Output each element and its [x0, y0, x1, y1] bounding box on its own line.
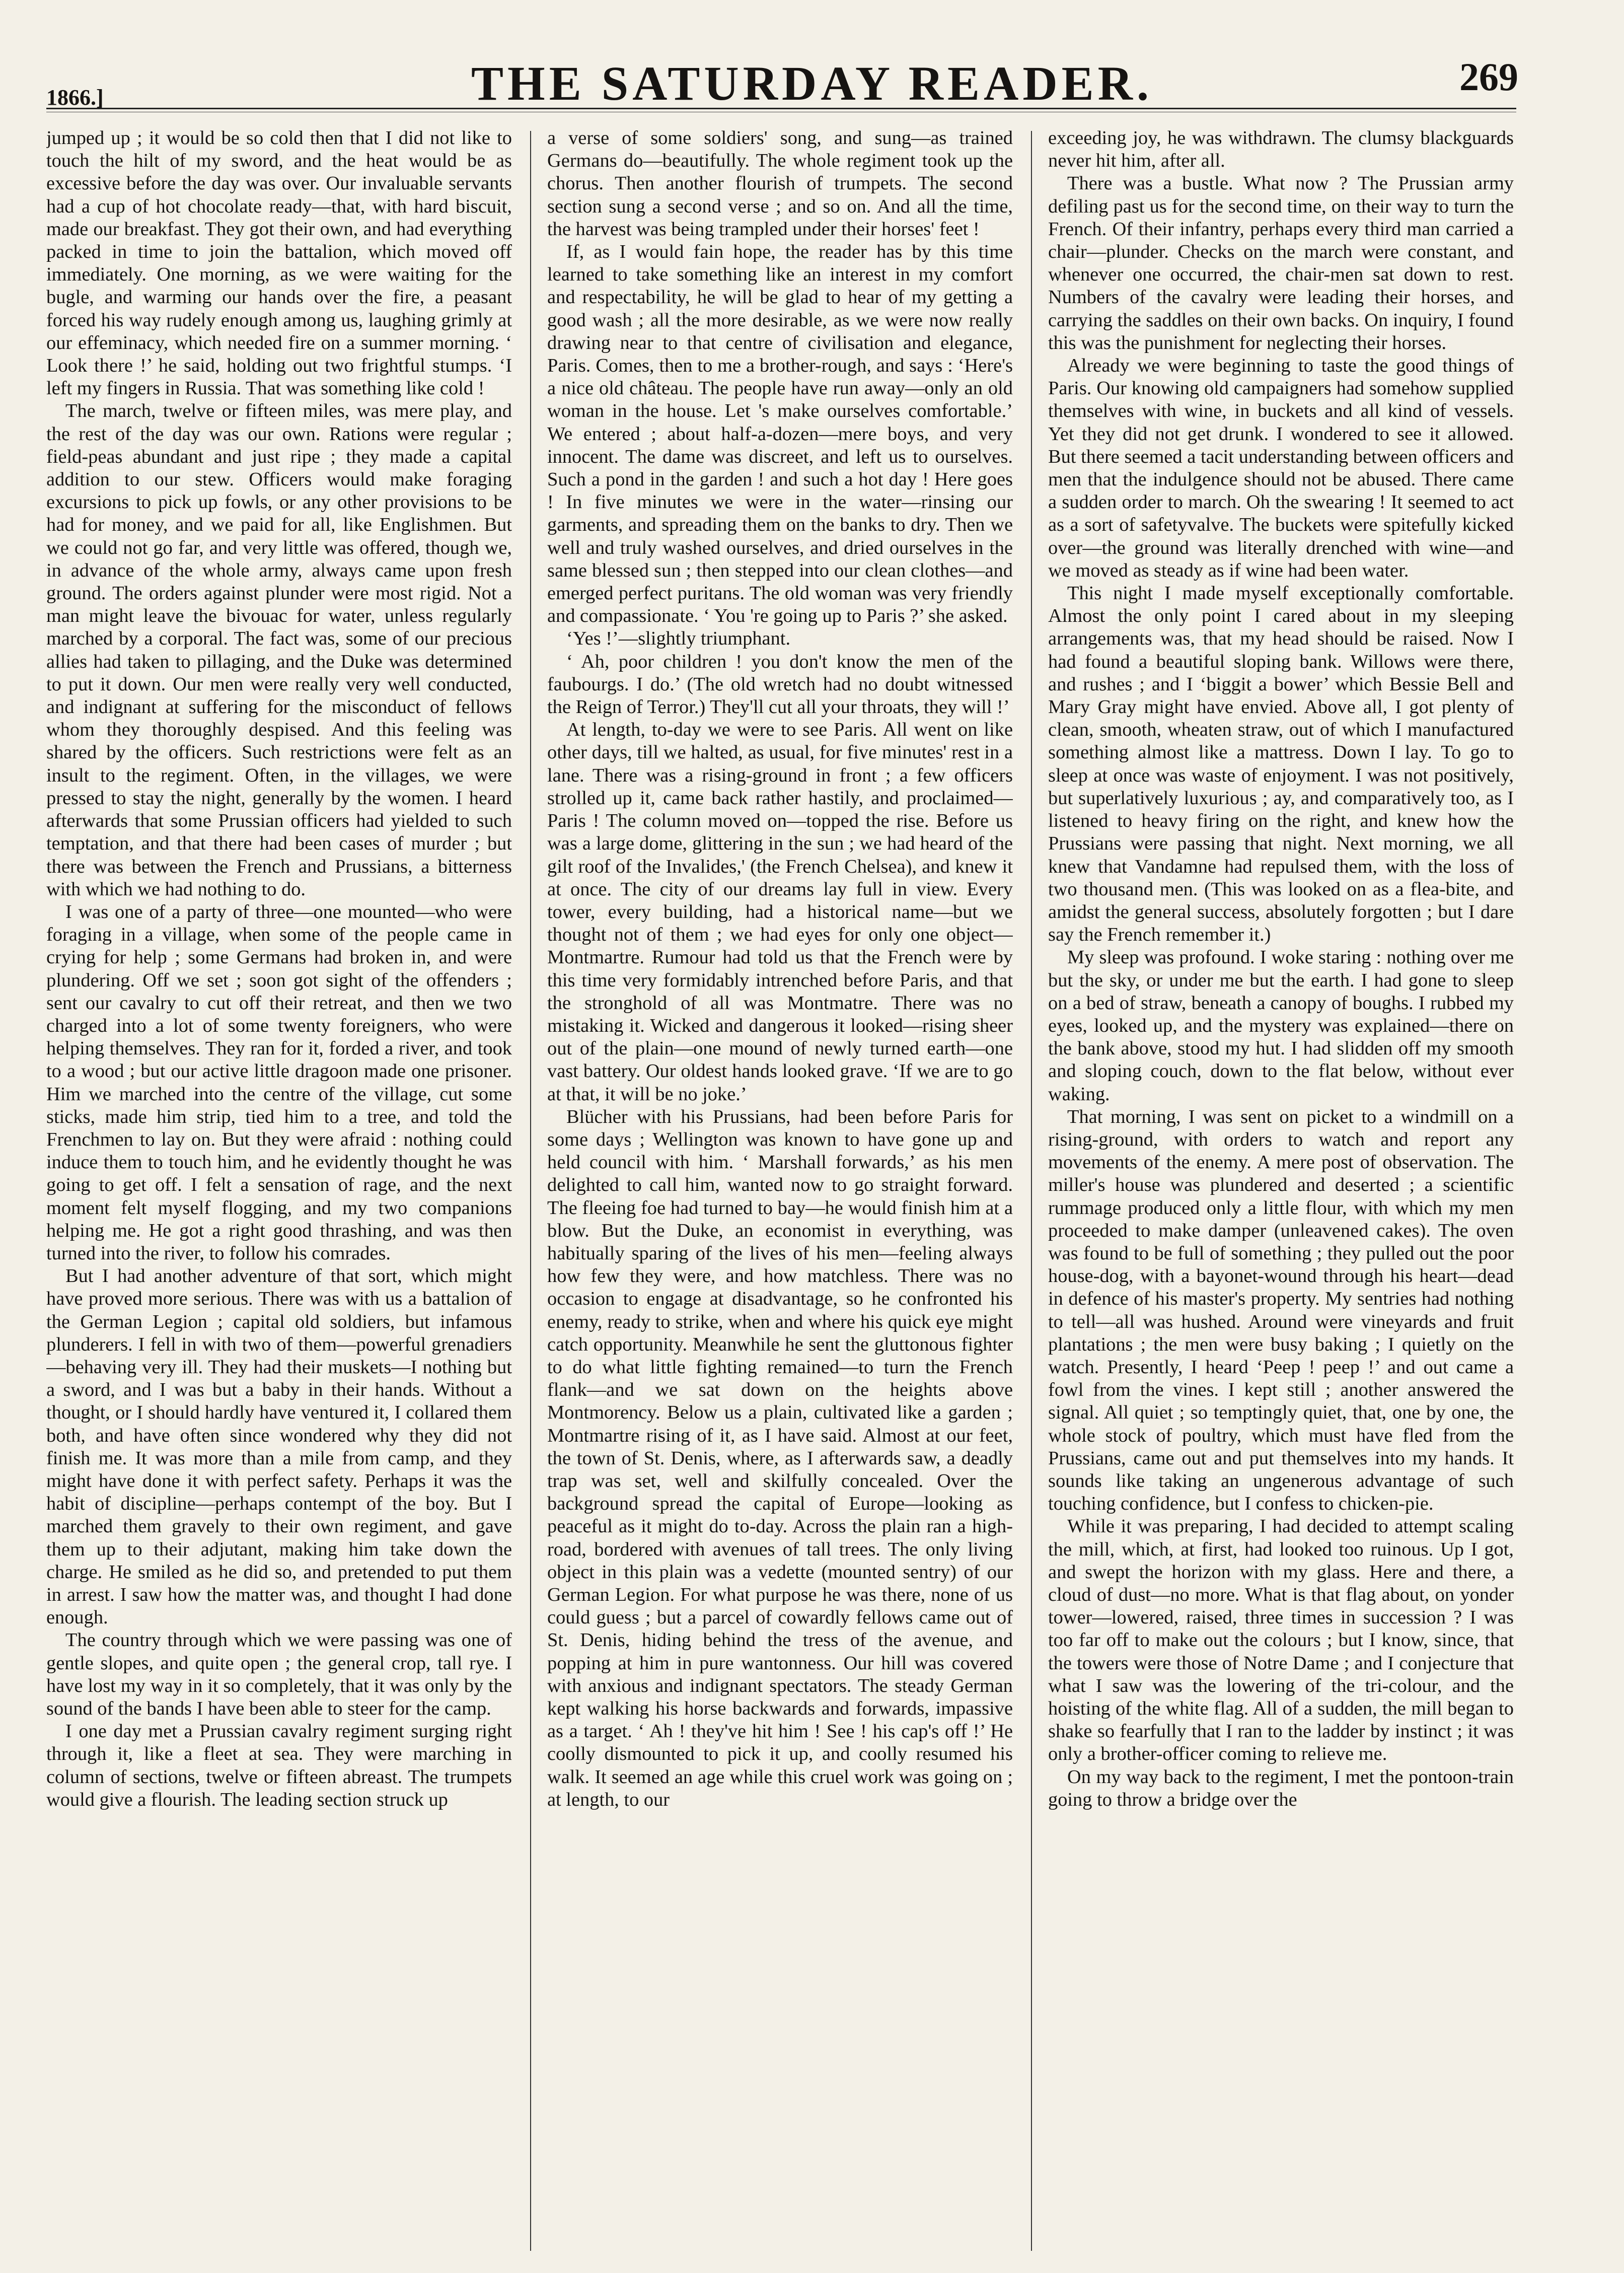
paragraph: There was a bustle. What now ? The Prussian army defiling past us for the second time, on their way to turn the French. Of their infantry, perhaps every third man carried a chair—plunder. Checks on the march were constant, and whenever one occurred, the chair-men sat down to rest. Numbers of the cavalry were leading their horses, and carrying the saddles on their own backs. On inquiry, I found this was the punishment for neglecting their horses. — [1048, 173, 1514, 353]
paragraph: But I had another adventure of that sort, which might have proved more serious. There was with us a battalion of the German Legion ; capital old soldiers, but infamous plunderers. I fell in with two of them—powerful grenadiers—behaving very ill. They had their muskets—I nothing but a sword, and I was but a baby in their hands. Without a thought, or I should hardly have ventured it, I collared them both, and have often since wondered why they did not finish me. It was more than a mile from camp, and they might have done it with perfect safety. Perhaps it was the habit of discipline—perhaps contempt of the boy. But I marched them gravely to their own regiment, and gave them up to their adjutant, making him take down the charge. He smiled as he did so, and pretended to put them in arrest. I saw how the matter was, and thought I had done enough. — [46, 1265, 512, 1628]
paragraph: Already we were beginning to taste the good things of Paris. Our knowing old campaigners had somehow supplied themselves with wine, in buckets and all kind of vessels. Yet they did not get drunk. I wondered to see it allowed. But there seemed a tacit understanding between officers and men that the indulgence should not be abused. There came a sudden order to march. Oh the swearing ! It seemed to act as a sort of safetyvalve. The buckets were spitefully kicked over—the ground was literally drenched with wine—and we moved as steady as if wine had been water. — [1048, 355, 1514, 581]
paragraph: This night I made myself exceptionally comfortable. Almost the only point I cared about in my sleeping arrangements was, that my head should be raised. Now I had found a beautiful sloping bank. Willows were there, and rushes ; and I ‘biggit a bower’ which Bessie Bell and Mary Gray might have envied. Above all, I got plenty of clean, smooth, wheaten straw, out of which I manufactured something almost like a mattress. Down I lay. To go to sleep at once was waste of enjoyment. I was not positively, but superlatively luxurious ; ay, and comparatively too, as I listened to heavy firing on the right, and knew how the Prussians were passing that night. Next morning, we all knew that Vandamne had repulsed them, with the loss of two thousand men. (This was looked on as a flea-bite, and amidst the general success, absolutely forgotten ; but I dare say the French remember it.) — [1048, 583, 1514, 946]
column-divider — [1031, 131, 1032, 2251]
column-divider — [530, 131, 531, 2251]
paragraph: While it was preparing, I had decided to attempt scaling the mill, which, at first, had looked too ruinous. Up I got, and swept the horizon with my glass. Here and there, a cloud of dust—no more. What is that flag about, on yonder tower—lowered, raised, three times in succession ? I was too far off to make out the colours ; but I know, since, that the towers were those of Notre Dame ; and I conjecture that what I saw was the lowering of the tri-colour, and the hoisting of the white flag. All of a sudden, the mill began to shake so fearfully that I ran to the ladder by instinct ; it was only a brother-officer coming to relieve me. — [1048, 1516, 1514, 1765]
paragraph: On my way back to the regiment, I met the pontoon-train going to throw a bridge over the — [1048, 1766, 1514, 1810]
issue-date: 1866.] — [46, 85, 104, 110]
publication-title: THE SATURDAY READER. — [471, 56, 1153, 110]
column-1 — [46, 127, 512, 2252]
paragraph: I was one of a party of three—one mounted—who were foraging in a village, when some of the people came in crying for help ; some Germans had broken in, and were plundering. Off we set ; soon got sight of the offenders ; sent our cavalry to cut off their retreat, and then we two charged into a lot of some twenty foreigners, who were helping themselves. They ran for it, forded a river, and took to a wood ; but our active little dragoon made one prisoner. Him we marched into the centre of the village, cut some sticks, made him strip, tied him to a tree, and told the Frenchmen to lay on. But they were afraid : nothing could induce them to touch him, and he evidently thought he was going to get off. I felt a sensation of rage, and the next moment felt myself flogging, and my two companions helping me. He got a right good thrashing, and was then turned into the river, to follow his comrades. — [46, 901, 512, 1264]
paragraph: I one day met a Prussian cavalry regiment surging right through it, like a fleet at sea. They were marching in column of sections, twelve or fifteen abreast. The trumpets would give a flourish. The leading section struck up — [46, 1721, 512, 1810]
paragraph: ‘Yes !’—slightly triumphant. — [566, 628, 791, 650]
paragraph: ‘ Ah, poor children ! you don't know the men of the faubourgs. I do.’ (The old wretch had no doubt witnessed the Reign of Terror.) They'll cut all your throats, they will !’ — [547, 651, 1013, 718]
paragraph: If, as I would fain hope, the reader has by this time learned to take something like an interest in my comfort and respectability, he will be glad to hear of my getting a good wash ; all the more desirable, as we were now really drawing near to that centre of civilisation and elegance, Paris. Comes, then to me a brother-rough, and says : ‘Here's a nice old château. The people have run away—only an old woman in the house. Let 's make ourselves comfortable.’ We entered ; about half-a-dozen—mere boys, and very innocent. The dame was discreet, and left us to ourselves. Such a pond in the garden ! and such a hot day ! Here goes ! In five minutes we were in the water—rinsing our garments, and spreading them on the banks to dry. Then we well and truly washed ourselves, and dried ourselves in the same blessed sun ; then stepped into our clean clothes—and emerged perfect puritans. The old woman was very friendly and compassionate. ‘ You 're going up to Paris ?’ she asked. — [547, 241, 1013, 627]
paragraph: That morning, I was sent on picket to a windmill on a rising-ground, with orders to watch and report any movements of the enemy. A mere post of observation. The miller's house was plundered and deserted ; a scientific rummage produced only a little flour, with which my men proceeded to make damper (unleavened cakes). The oven was found to be full of something ; they pulled out the poor house-dog, with a bayonet-wound through his heart—dead in defence of his master's property. My sentries had nothing to tell—all was hushed. Around were vineyards and fruit plantations ; the men were busy baking ; I quietly on the watch. Presently, I heard ‘Peep ! peep !’ and out came a fowl from the vines. I kept still ; another answered the signal. All quiet ; so temptingly quiet, that, one by one, the whole stock of poultry, which must have fled from the Prussians, came out and put themselves into my hands. It sounds like taking an ungenerous advantage of such touching confidence, but I confess to chicken-pie. — [1048, 1106, 1514, 1515]
paragraph: Blücher with his Prussians, had been before Paris for some days ; Wellington was known to have gone up and held council with him. ‘ Marshall forwards,’ as his men delighted to call him, wanted now to go straight forward. The fleeing foe had turned to bay—he would finish him at a blow. But the Duke, an economist in everything, was habitually sparing of the lives of his men—feeling always how few they were, and how matchless. There was no occasion to engage at disadvantage, so he confronted his enemy, ready to strike, when and where his quick eye might catch opportunity. Meanwhile he sent the gluttonous fighter to do what little fighting remained—to turn the French flank—and we sat down on the heights above Montmorency. Below us a plain, cultivated like a garden ; Montmartre rising of it, as I have said. Almost at our feet, the town of St. Denis, where, as I afterwards saw, a deadly trap was set, well and skilfully concealed. Over the background spread the capital of Europe—looking as peaceful as it might do to-day. Across the plain ran a high-road, bordered with avenues of tall trees. The only living object in this plain was a vedette (mounted sentry) of our German Legion. For what purpose he was there, none of us could guess ; but a parcel of cowardly fellows came out of St. Denis, hiding behind the tress of the avenue, and popping at him in pure wantonness. Our hill was covered with anxious and indignant spectators. The steady German kept walking his horse backwards and forwards, impassive as a target. ‘ Ah ! they've hit him ! See ! his cap's off !’ He coolly dismounted to pick it up, and coolly resumed his walk. It seemed an age while this cruel work was going on ; at length, to our — [547, 1106, 1013, 1810]
paragraph: The country through which we were passing was one of gentle slopes, and quite open ; the general crop, tall rye. I have lost my way in it so completely, that it was only by the sound of the bands I have been able to steer for the camp. — [46, 1629, 512, 1720]
paragraph: a verse of some soldiers' song, and sung—as trained Germans do—beautifully. The whole regiment took up the chorus. Then another flourish of trumpets. The second section sung a second verse ; and so on. And all the time, the harvest was being trampled under their horses' feet ! — [547, 127, 1013, 240]
paragraph: At length, to-day we were to see Paris. All went on like other days, till we halted, as usual, for five minutes' rest in a lane. There was a rising-ground in front ; a few officers strolled up it, came back rather hastily, and proclaimed—Paris ! The column moved on—topped the rise. Before us was a large dome, glittering in the sun ; we had heard of the gilt roof of the Invalides,' (the French Chelsea), and knew it at once. The city of our dreams lay full in view. Every tower, every building, had a historical name—but we thought not of them ; we had eyes for only one object—Montmartre. Rumour had told us that the French were by this time very formidably intrenched before Paris, and that the stronghold of all was Montmatre. There was no mistaking it. Wicked and dangerous it looked—rising sheer out of the plain—one mound of newly turned earth—one vast battery. Our oldest hands looked grave. ‘If we are to go at that, it will be no joke.’ — [547, 719, 1013, 1105]
column-3 — [1048, 127, 1514, 2252]
column-2 — [547, 127, 1013, 2252]
page-header — [0, 0, 1624, 123]
paragraph: jumped up ; it would be so cold then that I did not like to touch the hilt of my sword, and the heat would be as excessive before the day was over. Our invaluable servants had a cup of hot chocolate ready—that, with hard biscuit, made our breakfast. They got their own, and had everything packed in time to join the battalion, which moved off immediately. One morning, as we were waiting for the bugle, and warming our hands over the fire, a peasant forced his way rudely enough among us, laughing grimly at our effeminacy, which needed fire on a summer morning. ‘ Look there !’ he said, holding out two frightful stumps. ‘I left my fingers in Russia. That was something like cold ! — [46, 127, 512, 399]
page-number: 269 — [1459, 55, 1518, 99]
header-rule — [46, 108, 1516, 109]
article-body — [46, 127, 1516, 2257]
paragraph: The march, twelve or fifteen miles, was mere play, and the rest of the day was our own. Rations were regular ; field-peas abundant and just ripe ; they made a capital addition to our stew. Officers would make foraging excursions to pick up fowls, or any other provisions to be had for money, and we paid for all, like Englishmen. But we could not go far, and very little was offered, though we, in advance of the whole army, always came upon fresh ground. The orders against plunder were most rigid. Not a man might leave the bivouac for water, unless regularly marched by a corporal. The fact was, some of our precious allies had taken to pillaging, and the Duke was determined to put it down. Our men were really very well conducted, and indignant at suffering for the misconduct of fellows whom they thoroughly despised. And this feeling was shared by the officers. Such restrictions were felt as an insult to the regiment. Often, in the villages, we were pressed to stay the night, generally by the women. I heard afterwards that some Prussian officers had yielded to such temptation, and that there had been cases of murder ; but there was between the French and Prussians, a bitterness with which we had nothing to do. — [46, 400, 512, 900]
paragraph: My sleep was profound. I woke staring : nothing over me but the sky, or under me but the earth. I had gone to sleep on a bed of straw, beneath a canopy of boughs. I rubbed my eyes, looked up, and the mystery was explained—there on the bank above, stood my hut. I had slidden off my smooth and sloping couch, down to the flat below, without ever waking. — [1048, 947, 1514, 1105]
paragraph: exceeding joy, he was withdrawn. The clumsy blackguards never hit him, after all. — [1048, 127, 1514, 172]
